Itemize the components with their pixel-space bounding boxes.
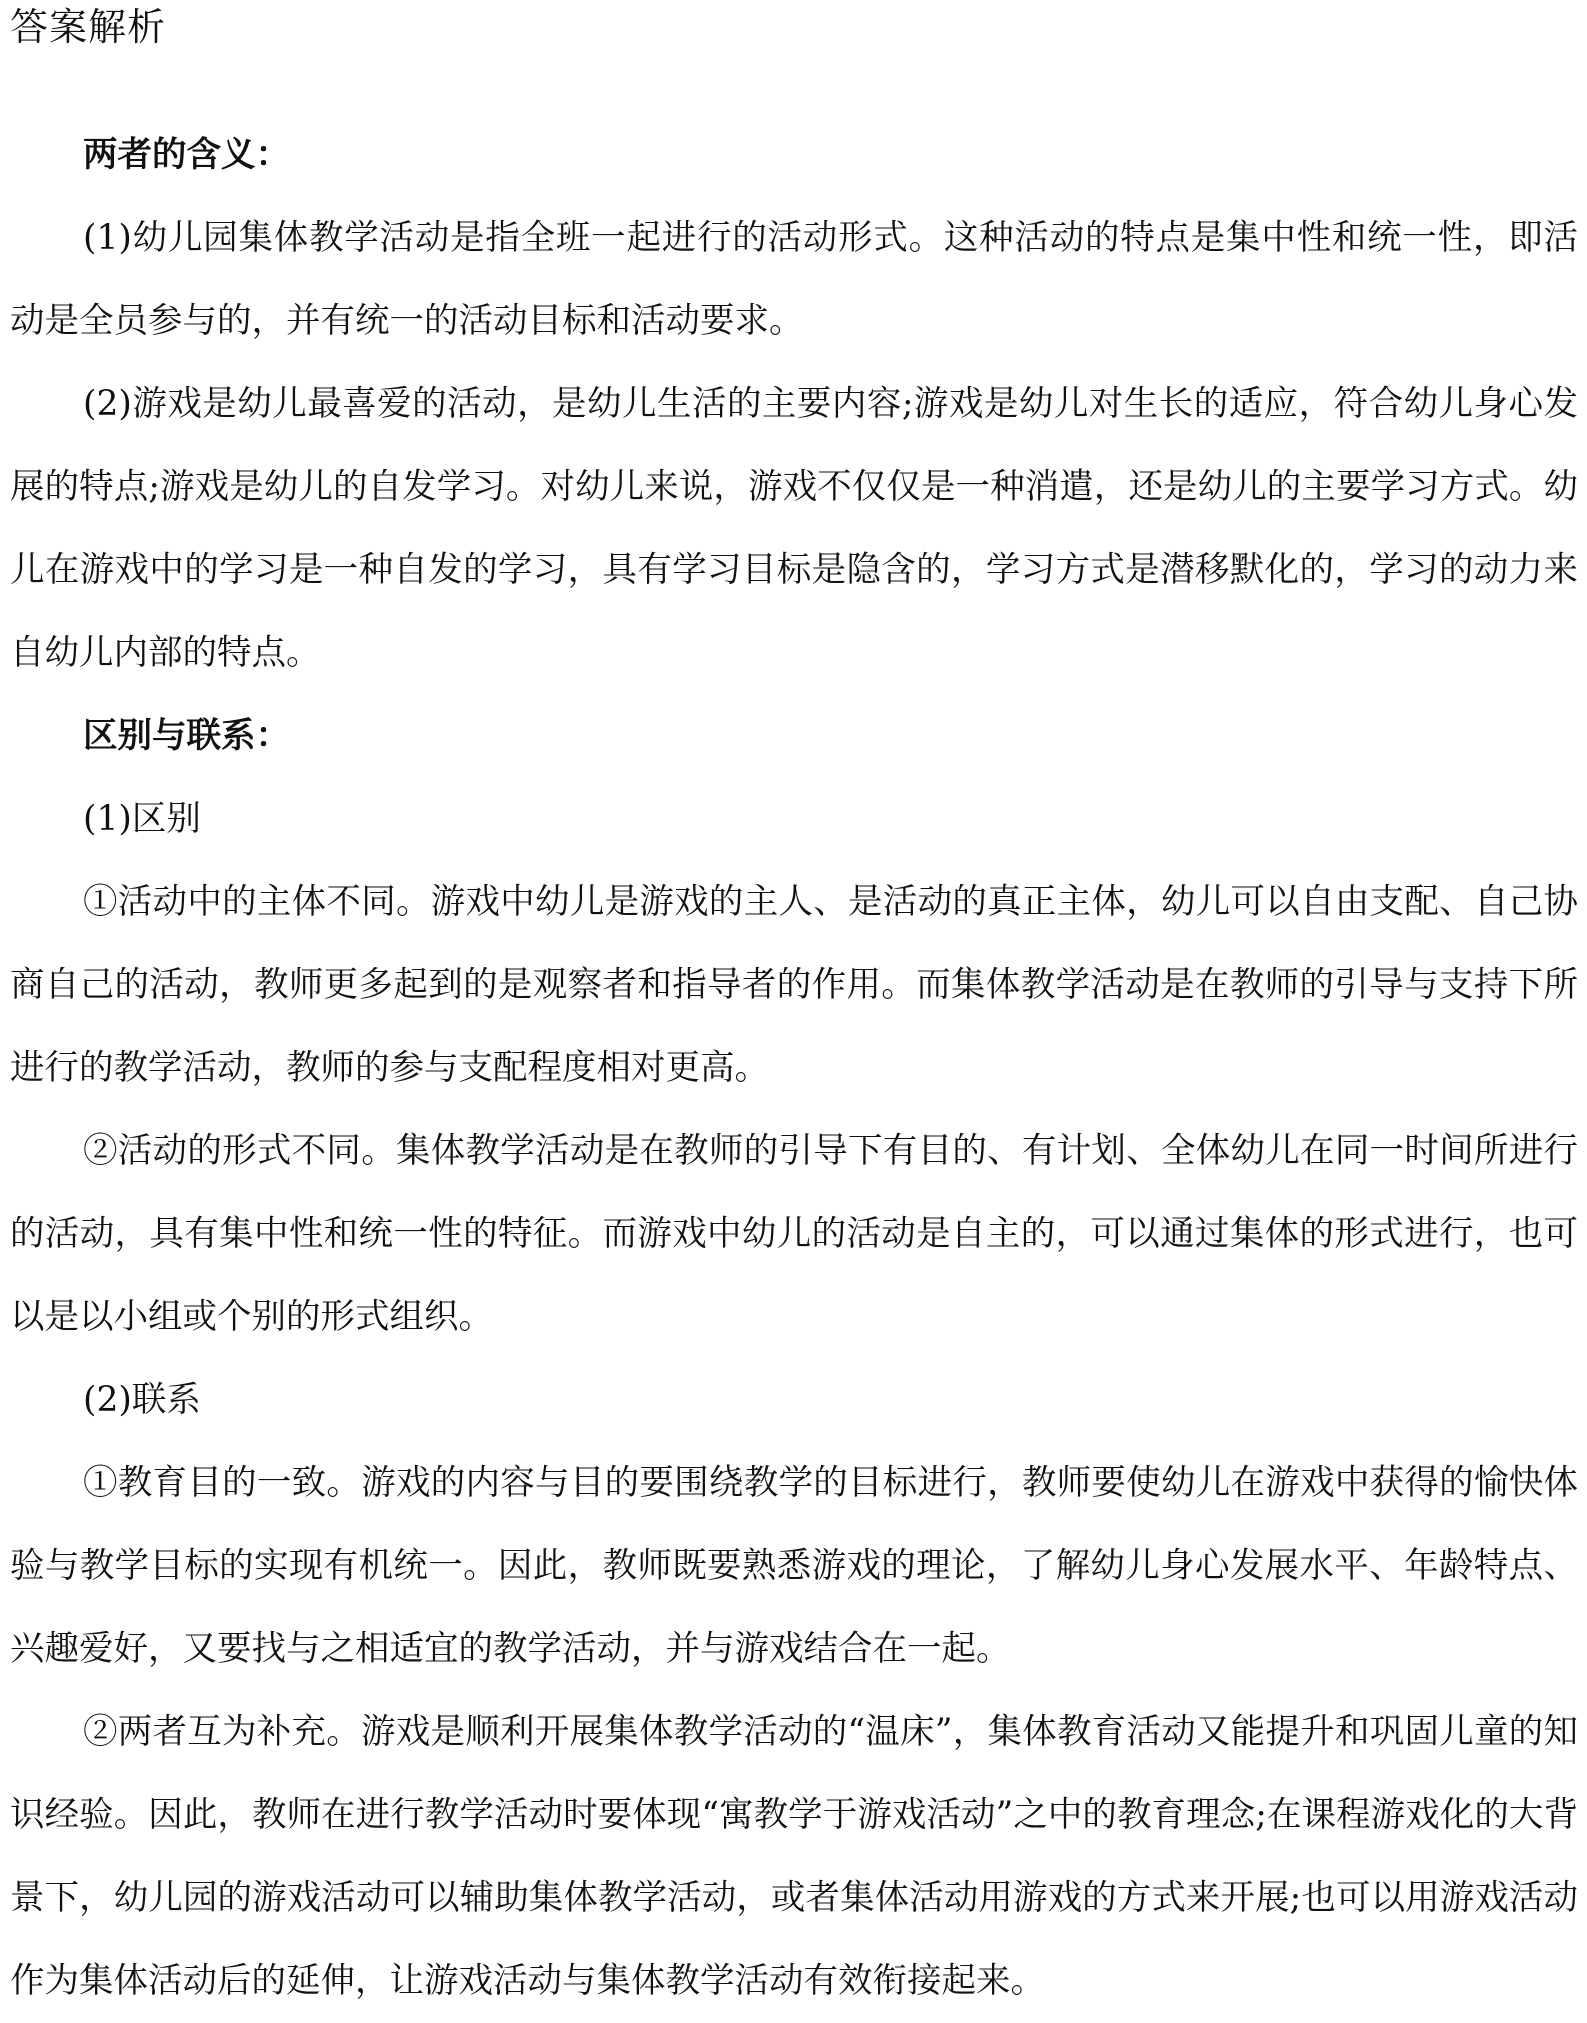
document-body xyxy=(10,114,1578,2023)
paragraph-difference-form: ②活动的形式不同。集体教学活动是在教师的引导下有目的、有计划、全体幼儿在同一时间所进行的活动，具有集中性和统一性的特征。而游戏中幼儿的活动是自主的，可以通过集体的形式进行，也可以是以小组或个别的形式组织。 xyxy=(10,1131,1578,1337)
paragraph-connection-complement: ②两者互为补充。游戏是顺利开展集体教学活动的“温床”，集体教育活动又能提升和巩固儿童的知识经验。因此，教师在进行教学活动时要体现“寓教学于游戏活动”之中的教育理念;在课程游戏化的大背景下，幼儿园的游戏活动可以辅助集体教学活动，或者集体活动用游戏的方式来开展;也可以用游戏活动作为集体活动后的延伸，让游戏活动与集体教学活动有效衔接起来。 xyxy=(10,1712,1578,2001)
document-title: 答案解析 xyxy=(10,5,167,49)
subheading-difference: (1)区别 xyxy=(83,799,201,839)
section-heading-meaning: 两者的含义： xyxy=(83,135,290,175)
paragraph-connection-goal: ①教育目的一致。游戏的内容与目的要围绕教学的目标进行，教师要使幼儿在游戏中获得的愉快体验与教学目标的实现有机统一。因此，教师既要熟悉游戏的理论，了解幼儿身心发展水平、年龄特点、兴趣爱好，又要找与之相适宜的教学活动，并与游戏结合在一起。 xyxy=(10,1463,1578,1669)
paragraph-game-definition: (2)游戏是幼儿最喜爱的活动，是幼儿生活的主要内容;游戏是幼儿对生长的适应，符合幼儿身心发展的特点;游戏是幼儿的自发学习。对幼儿来说，游戏不仅仅是一种消遣，还是幼儿的主要学习方式。幼儿在游戏中的学习是一种自发的学习，具有学习目标是隐含的，学习方式是潜移默化的，学习的动力来自幼儿内部的特点。 xyxy=(10,384,1578,673)
paragraph-difference-subject: ①活动中的主体不同。游戏中幼儿是游戏的主人、是活动的真正主体，幼儿可以自由支配、自己协商自己的活动，教师更多起到的是观察者和指导者的作用。而集体教学活动是在教师的引导与支持下所进行的教学活动，教师的参与支配程度相对更高。 xyxy=(10,882,1578,1088)
paragraph-group-teaching-definition: (1)幼儿园集体教学活动是指全班一起进行的活动形式。这种活动的特点是集中性和统一性，即活动是全员参与的，并有统一的活动目标和活动要求。 xyxy=(10,218,1578,341)
section-heading-difference-connection: 区别与联系： xyxy=(83,716,290,756)
subheading-connection: (2)联系 xyxy=(83,1380,201,1420)
